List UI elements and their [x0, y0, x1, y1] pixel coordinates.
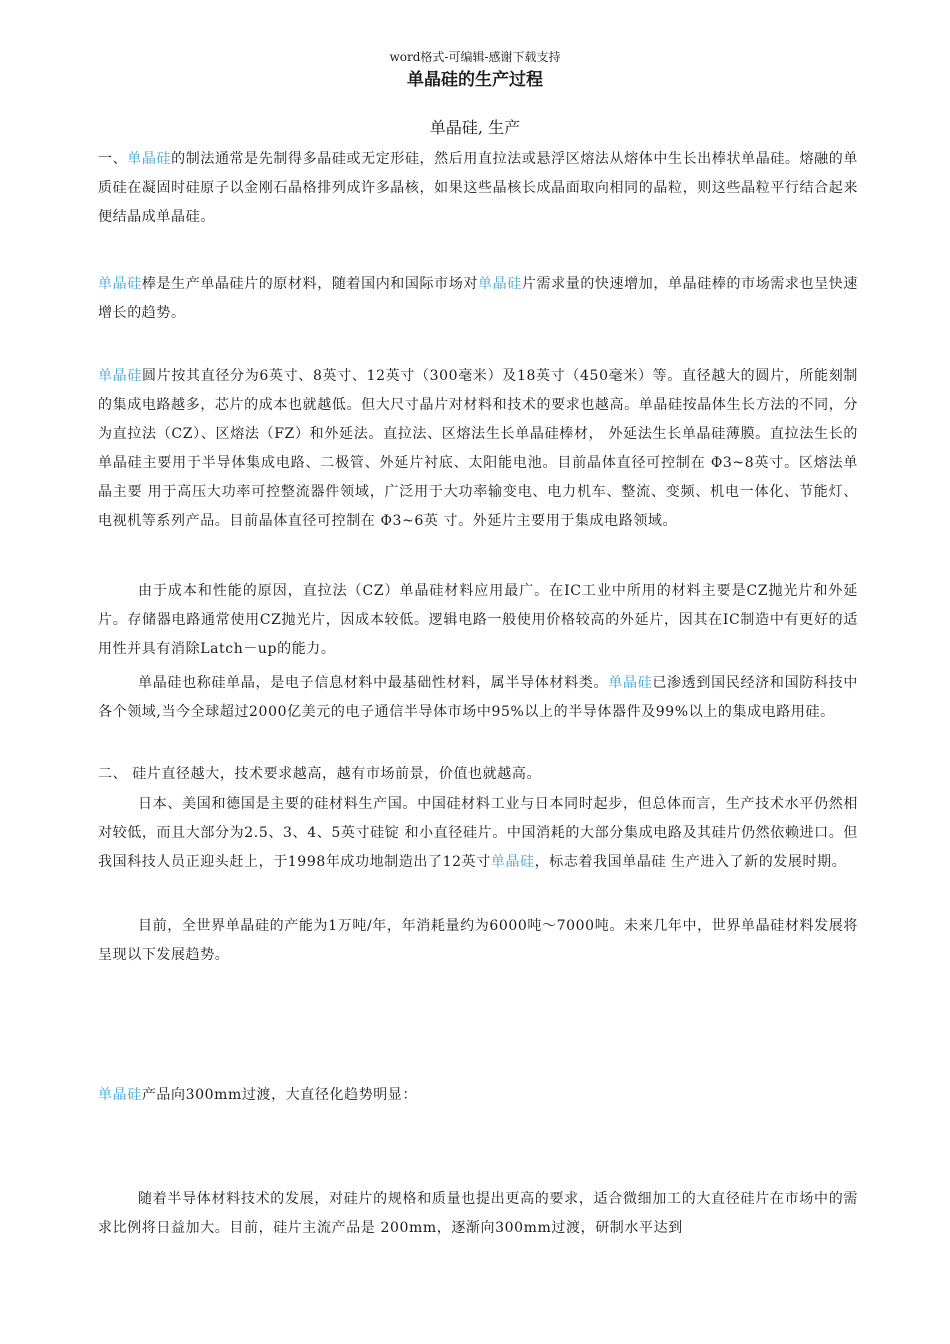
keyword-link[interactable]: 单晶硅	[127, 151, 172, 167]
paragraph-text: 的制法通常是先制得多晶硅或无定形硅，然后用直拉法或悬浮区熔法从熔体中生长出棒状单晶硅。熔融的单质硅在凝固时硅原子以金刚石晶格排列成许多晶核，如果这些晶核长成晶面取向相同的晶粒，则这些晶粒平行结合起来便结晶成单晶硅。	[98, 151, 858, 225]
paragraph-text: 日本、美国和德国是主要的硅材料生产国。中国硅材料工业与日本同时起步，但总体而言，生产技术水平仍然相对较低，而且大部分为2.5、3、4、5英寸硅锭 和小直径硅片。中国消耗的大部分集成电路及其硅片仍然依赖进口。但我国科技人员正迎头赶上，于1998年成功地制造出了12英寸	[98, 796, 858, 870]
paragraph-text: 已渗透到国民经济和国防科技中各个领域,当今全球超过2000亿美元的电子通信半导体市场中95%以上的半导体器件及99%以上的集成电路用硅。	[98, 675, 858, 720]
paragraph-10	[98, 1185, 858, 1243]
paragraph-9	[98, 1081, 858, 1110]
keyword-link[interactable]: 单晶硅	[98, 276, 142, 292]
paragraph-text: 圆片按其直径分为6英寸、8英寸、12英寸（300毫米）及18英寸（450毫米）等。直径越大的圆片，所能刻制的集成电路越多，芯片的成本也就越低。但大尺寸晶片对材料和技术的要求也越高。单晶硅按晶体生长方法的不同，分为直拉法（CZ）、区熔法（FZ）和外延法。直拉法、区熔法生长单晶硅棒材， 外延法生长单晶硅薄膜。直拉法生长的单晶硅主要用于半导体集成电路、二极管、外延片衬底、太阳能电池。目前晶体直径可控制在 Φ3~8英寸。区熔法单晶主要 用于高压大功率可控整流器件领域，广泛用于大功率输变电、电力机车、整流、变频、机电一体化、节能灯、电视机等系列产品。目前晶体直径可控制在 Φ3~6英 寸。外延片主要用于集成电路领域。	[98, 368, 858, 529]
keyword-link[interactable]: 单晶硅	[608, 675, 653, 691]
document-subtitle: 单晶硅, 生产	[429, 118, 521, 137]
paragraph-2	[98, 270, 858, 328]
paragraph-text: 片需求量的快速增加，单晶硅棒的市场需求也呈快速增长的趋势。	[98, 276, 858, 321]
paragraph-text: 由于成本和性能的原因，直拉法（CZ）单晶硅材料应用最广。在IC工业中所用的材料主要是CZ抛光片和外延片。存储器电路通常使用CZ抛光片，因成本较低。逻辑电路一般使用价格较高的外延片，因其在IC制造中有更好的适用性并具有消除Latch－up的能力。	[98, 583, 858, 657]
paragraph-7	[98, 790, 858, 877]
paragraph-3	[98, 362, 858, 535]
keyword-link[interactable]: 单晶硅	[490, 853, 535, 870]
section-heading: 二、 硅片直径越大，技术要求越高，越有市场前景，价值也就越高。	[98, 766, 542, 782]
document-title: 单晶硅的生产过程	[407, 70, 543, 90]
paragraph-5	[98, 669, 858, 727]
paragraph-text: ，标志着我国单晶硅 生产进入了新的发展时期。	[534, 853, 847, 870]
keyword-link[interactable]: 单晶硅	[98, 1087, 142, 1103]
section-number: 一、	[98, 151, 128, 167]
paragraph-4	[98, 577, 858, 664]
paragraph-text: 产品向300mm过渡，大直径化趋势明显：	[141, 1087, 418, 1103]
paragraph-1	[98, 145, 858, 232]
page-header: word格式-可编辑-感谢下载支持	[389, 50, 561, 64]
paragraph-text: 目前，全世界单晶硅的产能为1万吨/年，年消耗量约为6000吨～7000吨。未来几年中，世界单晶硅材料发展将呈现以下发展趋势。	[98, 918, 858, 963]
paragraph-6	[98, 760, 858, 789]
paragraph-text: 棒是生产单晶硅片的原材料，随着国内和国际市场对	[141, 276, 478, 292]
keyword-link[interactable]: 单晶硅	[98, 368, 143, 384]
paragraph-text: 单晶硅也称硅单晶，是电子信息材料中最基础性材料，属半导体材料类。	[138, 675, 609, 691]
keyword-link[interactable]: 单晶硅	[478, 276, 522, 292]
paragraph-8	[98, 912, 858, 970]
paragraph-text: 随着半导体材料技术的发展，对硅片的规格和质量也提出更高的要求，适合微细加工的大直径硅片在市场中的需求比例将日益加大。目前，硅片主流产品是 200mm，逐渐向300mm过渡，研制水平达到	[98, 1191, 858, 1236]
